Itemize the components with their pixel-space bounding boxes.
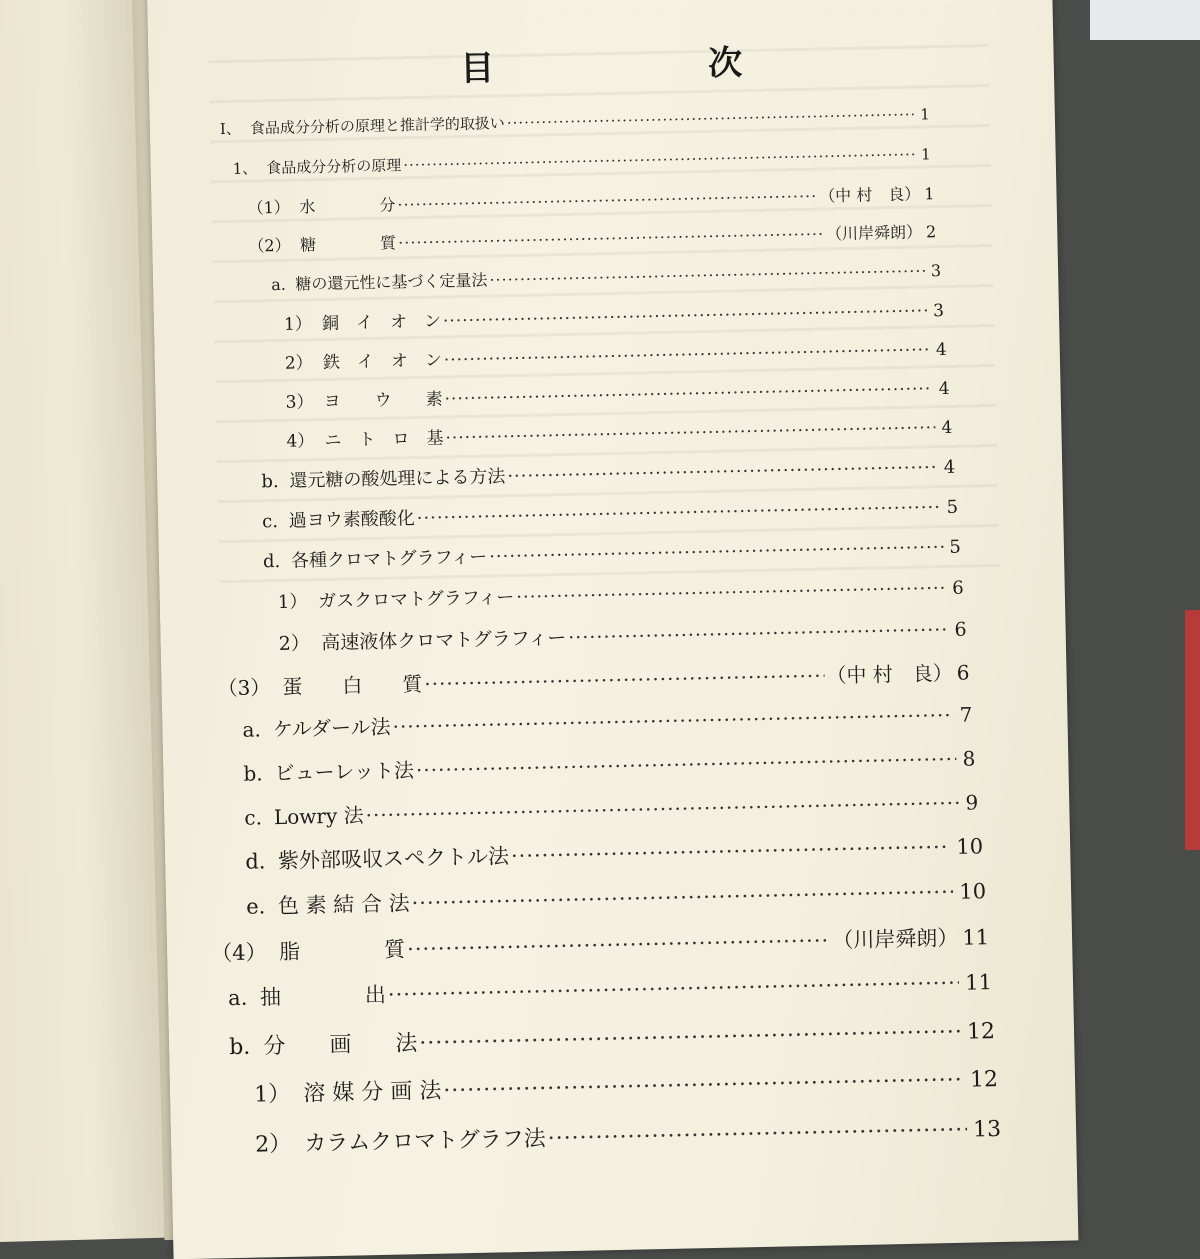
dot-leader [511, 835, 951, 868]
entry-number: （2） [248, 235, 291, 256]
entry-title: ニ ト ロ 基 [324, 428, 444, 451]
entry-title: 分 画 法 [263, 1031, 418, 1060]
entry-number: b. [261, 470, 279, 493]
entry-author: （中 村 良） [819, 184, 921, 206]
dot-leader [507, 457, 938, 487]
entry-page-number: 6 [954, 618, 967, 641]
entry-page-number: 4 [943, 456, 956, 479]
toc-entry [271, 258, 941, 295]
entry-title: 各種クロマトグラフィー [290, 546, 488, 572]
toc-entry [229, 1014, 995, 1061]
entry-title: カラムクロマトグラフ法 [304, 1126, 546, 1157]
entry-page-number: 3 [932, 300, 945, 322]
entry-page-number: 1 [924, 184, 935, 204]
toc-entry [244, 786, 978, 830]
toc-entry [278, 615, 966, 656]
dot-leader [443, 301, 927, 331]
dot-leader [489, 537, 944, 568]
toc-entry [242, 698, 972, 742]
dot-leader [411, 880, 953, 915]
dot-leader [516, 578, 946, 608]
entry-page-number: 10 [956, 834, 984, 859]
entry-number: 1、 [232, 159, 258, 178]
entry-number: 4） [286, 431, 315, 452]
entry-author: （川岸舜朗） [832, 925, 959, 953]
entry-title: ビューレット法 [274, 758, 415, 786]
entry-number: 1） [283, 314, 313, 335]
toc-entry [217, 657, 969, 702]
dot-leader [568, 619, 949, 649]
dot-leader [417, 497, 941, 529]
toc-entry [211, 921, 989, 967]
entry-number: I、 [219, 119, 242, 139]
entry-page-number: 5 [946, 496, 959, 518]
entry-title: ケルダール法 [272, 714, 391, 742]
entry-title: ヨ ウ 素 [323, 389, 443, 413]
entry-number: c. [244, 805, 263, 830]
entry-number: b. [228, 1034, 251, 1061]
toc-entry [286, 413, 952, 452]
entry-title: 脂 質 [278, 937, 406, 965]
toc-entry [285, 335, 947, 374]
entry-page-number: 11 [962, 925, 990, 950]
entry-author: （中 村 良） [826, 660, 954, 688]
entry-page-number: 1 [920, 145, 931, 164]
dot-leader [443, 1068, 964, 1104]
toc-entry [263, 533, 961, 574]
entry-number: 1） [277, 591, 308, 614]
toc-entry [262, 493, 958, 534]
toc-page [147, 0, 1079, 1259]
entry-page-number: 4 [938, 378, 950, 400]
entry-number: 2） [278, 632, 311, 655]
entry-page-number: 6 [956, 660, 970, 685]
entry-title: 水 分 [299, 195, 396, 217]
entry-title: 色 素 結 合 法 [277, 891, 410, 919]
entry-title: 過ヨウ素酸酸化 [288, 508, 415, 532]
entry-page-number: 12 [966, 1019, 996, 1045]
entry-page-number: 7 [959, 702, 973, 727]
entry-title: 糖 質 [299, 233, 397, 255]
entry-number: a. [242, 717, 262, 742]
entry-page-number: 8 [962, 746, 976, 771]
background-paper [1090, 0, 1200, 40]
toc-entry [285, 374, 949, 413]
entry-author: （川岸舜朗） [825, 222, 923, 244]
dot-leader [403, 146, 915, 175]
dot-leader [489, 261, 925, 289]
entry-page-number: 13 [972, 1116, 1002, 1143]
dot-leader [444, 340, 930, 370]
entry-number: d. [245, 849, 266, 874]
dot-leader [365, 791, 959, 827]
dot-leader [407, 929, 831, 962]
toc-entry [284, 296, 944, 335]
entry-title: 食品成分分析の原理 [266, 156, 402, 178]
entry-page-number: 12 [969, 1067, 999, 1093]
toc-entry [243, 742, 975, 786]
entry-number: 2） [284, 353, 313, 374]
entry-number: a. [227, 985, 248, 1011]
toc-entry [248, 219, 936, 256]
toc-entry [278, 574, 964, 614]
entry-number: a. [271, 274, 287, 295]
dot-leader [419, 1020, 961, 1056]
entry-title: 紫外部吸収スペクトル法 [277, 844, 510, 874]
toc-entry [245, 830, 983, 875]
background-object [1185, 610, 1200, 850]
entry-number: （3） [217, 675, 271, 701]
entry-title: 食品成分分析の原理と推計学的取扱い [249, 114, 506, 138]
toc-entry [228, 966, 992, 1012]
entry-number: （4） [210, 940, 267, 966]
entry-page-number: 1 [920, 105, 930, 124]
toc-entry [233, 143, 931, 179]
dot-leader [424, 664, 825, 696]
toc-entry [254, 1062, 998, 1109]
entry-page-number: 6 [952, 577, 964, 599]
dot-leader [416, 747, 957, 782]
dot-leader [392, 703, 954, 739]
entry-title: Lowry 法 [273, 803, 364, 830]
dot-leader [444, 379, 932, 409]
toc-entry [255, 1112, 1001, 1159]
entry-page-number: 4 [941, 417, 953, 439]
entry-title: 蛋 白 質 [282, 672, 423, 699]
entry-page-number: 10 [959, 879, 987, 904]
entry-title: 糖の還元性に基づく定量法 [295, 270, 488, 294]
entry-title: ガスクロマトグラフィー [317, 587, 515, 613]
entry-number: （1） [247, 197, 290, 218]
entry-page-number: 2 [925, 222, 937, 242]
entry-number: 1） [253, 1081, 291, 1108]
entry-page-number: 5 [949, 536, 962, 558]
toc-entry [261, 453, 955, 494]
entry-title: 抽 出 [259, 982, 387, 1010]
toc-entry [220, 103, 930, 139]
entry-title: 溶 媒 分 画 法 [303, 1078, 442, 1107]
entry-page-number: 4 [935, 339, 947, 361]
entry-title: 高速液体クロマトグラフィー [320, 626, 567, 655]
dot-leader [388, 971, 960, 1007]
entry-title: 還元糖の酸処理による方法 [289, 466, 506, 492]
entry-number: d. [262, 550, 281, 573]
toc-entry [247, 181, 934, 218]
dot-leader [398, 224, 824, 252]
entry-number: e. [245, 894, 266, 919]
entry-number: 3） [285, 392, 314, 413]
dot-leader [397, 187, 817, 215]
dot-leader [507, 106, 915, 133]
entry-title: 鉄 イ オ ン [322, 350, 443, 374]
entry-page-number: 11 [965, 970, 993, 995]
dot-leader [445, 418, 935, 448]
entry-number: 2） [254, 1131, 292, 1158]
entry-number: b. [243, 761, 263, 786]
entry-page-number: 9 [965, 790, 979, 815]
toc-title: 目 次 [459, 41, 833, 90]
toc-entry [246, 875, 986, 920]
entry-number: c. [261, 510, 279, 533]
entry-page-number: 3 [930, 261, 942, 281]
dot-leader [547, 1118, 967, 1152]
entry-title: 銅 イ オ ン [321, 311, 442, 335]
